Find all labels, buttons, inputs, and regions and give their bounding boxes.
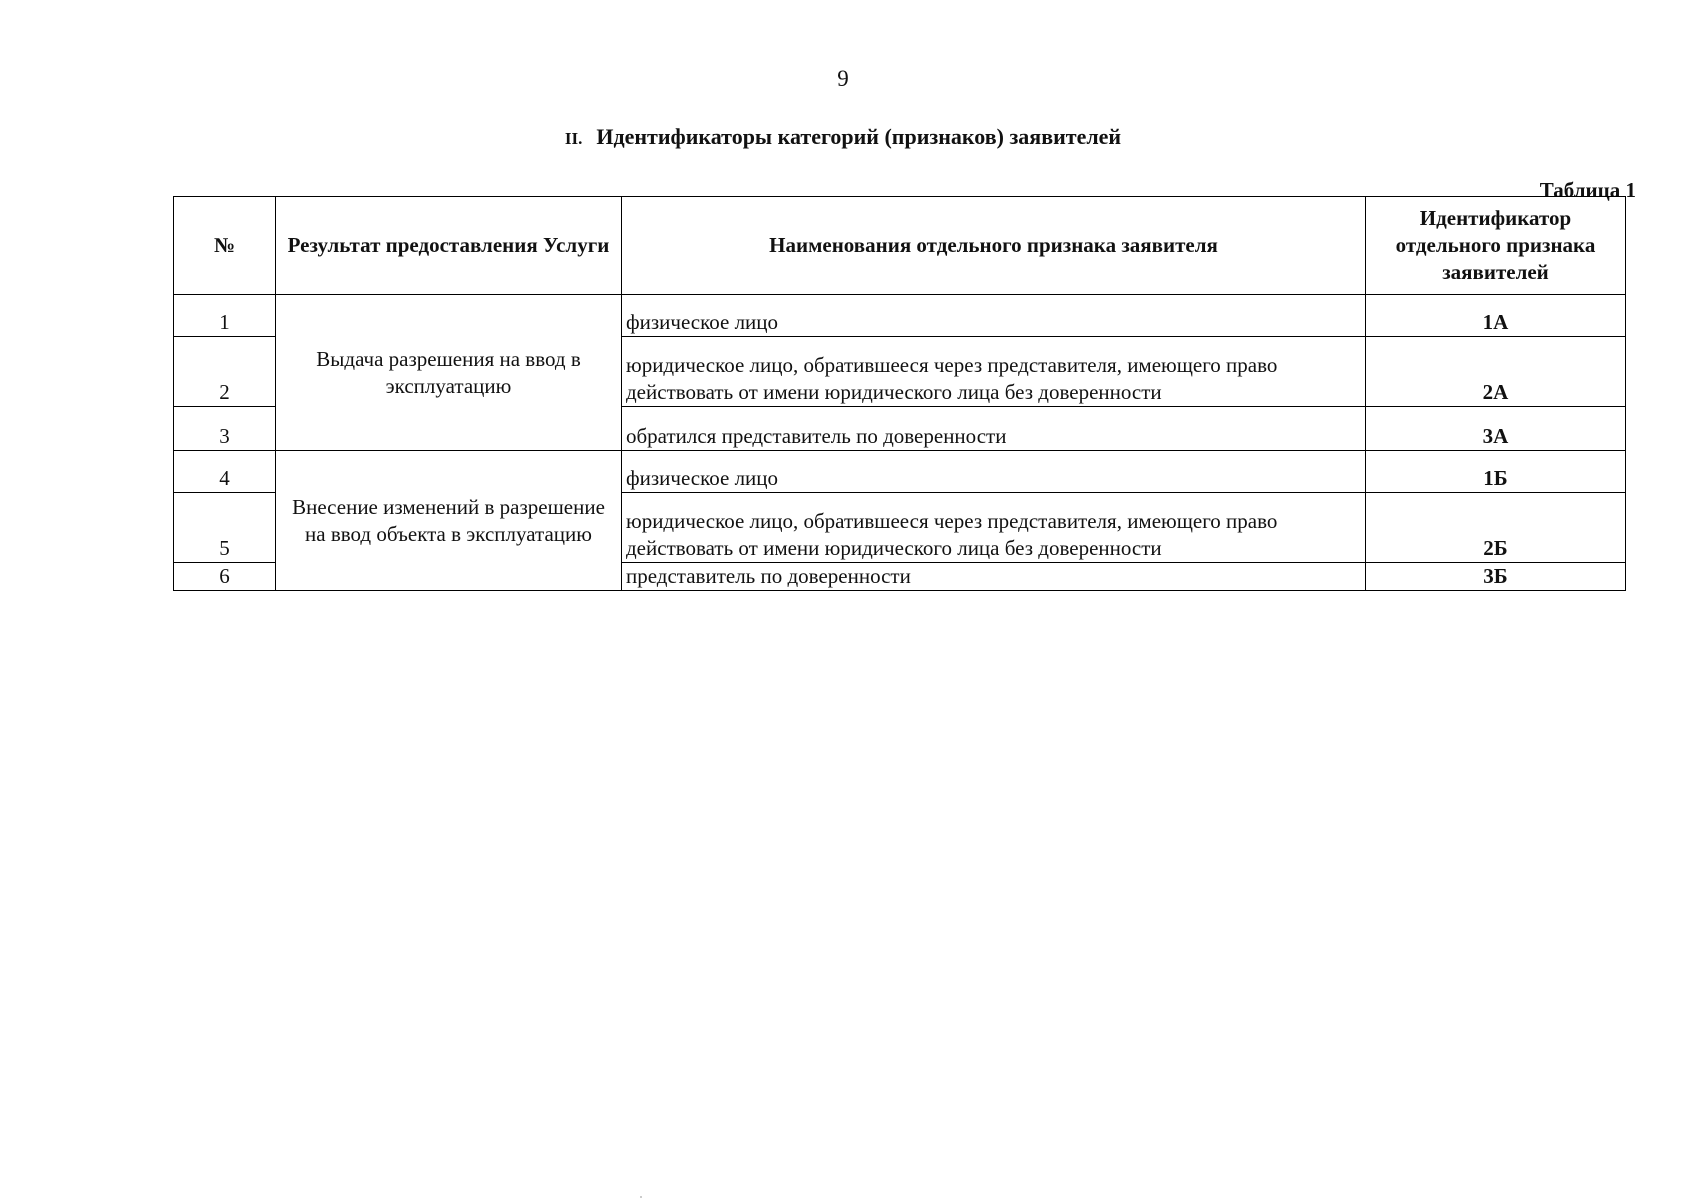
identifier-cell: 2А	[1366, 337, 1626, 407]
page-number: 9	[837, 66, 849, 91]
section-title-text: Идентификаторы категорий (признаков) заявителей	[596, 124, 1122, 149]
identifier-cell: 1А	[1366, 295, 1626, 337]
feature-cell: юридическое лицо, обратившееся через представителя, имеющего право действовать от имени юридического лица без доверенности	[622, 337, 1366, 407]
header-id: Идентификатор отдельного признака заявителей	[1366, 197, 1626, 295]
row-number: 4	[174, 451, 276, 493]
feature-cell: обратился представитель по доверенности	[622, 407, 1366, 451]
row-number: 1	[174, 295, 276, 337]
identifier-cell: 2Б	[1366, 493, 1626, 563]
table-header-row	[174, 197, 1626, 295]
row-number: 2	[174, 337, 276, 407]
identifiers-table	[173, 196, 1626, 591]
result-cell-amendment: Внесение изменений в разрешение на ввод объекта в эксплуатацию	[276, 451, 622, 591]
feature-cell: физическое лицо	[622, 295, 1366, 337]
row-number: 3	[174, 407, 276, 451]
feature-cell: юридическое лицо, обратившееся через представителя, имеющего право действовать от имени юридического лица без доверенности	[622, 493, 1366, 563]
result-cell-issuance: Выдача разрешения на ввод в эксплуатацию	[276, 295, 622, 451]
feature-cell: физическое лицо	[622, 451, 1366, 493]
section-numeral: II.	[564, 129, 583, 148]
feature-cell: представитель по доверенности	[622, 563, 1366, 591]
section-title	[0, 124, 1686, 150]
header-num: №	[174, 197, 276, 295]
identifier-cell: 1Б	[1366, 451, 1626, 493]
header-result: Результат предоставления Услуги	[276, 197, 622, 295]
header-feature: Наименования отдельного признака заявителя	[622, 197, 1366, 295]
identifier-cell: 3Б	[1366, 563, 1626, 591]
table-caption: Таблица 1	[1539, 178, 1636, 202]
row-number: 6	[174, 563, 276, 591]
table-row	[174, 295, 1626, 337]
row-number: 5	[174, 493, 276, 563]
identifier-cell: 3А	[1366, 407, 1626, 451]
table-row	[174, 451, 1626, 493]
scan-speck	[640, 1196, 642, 1198]
